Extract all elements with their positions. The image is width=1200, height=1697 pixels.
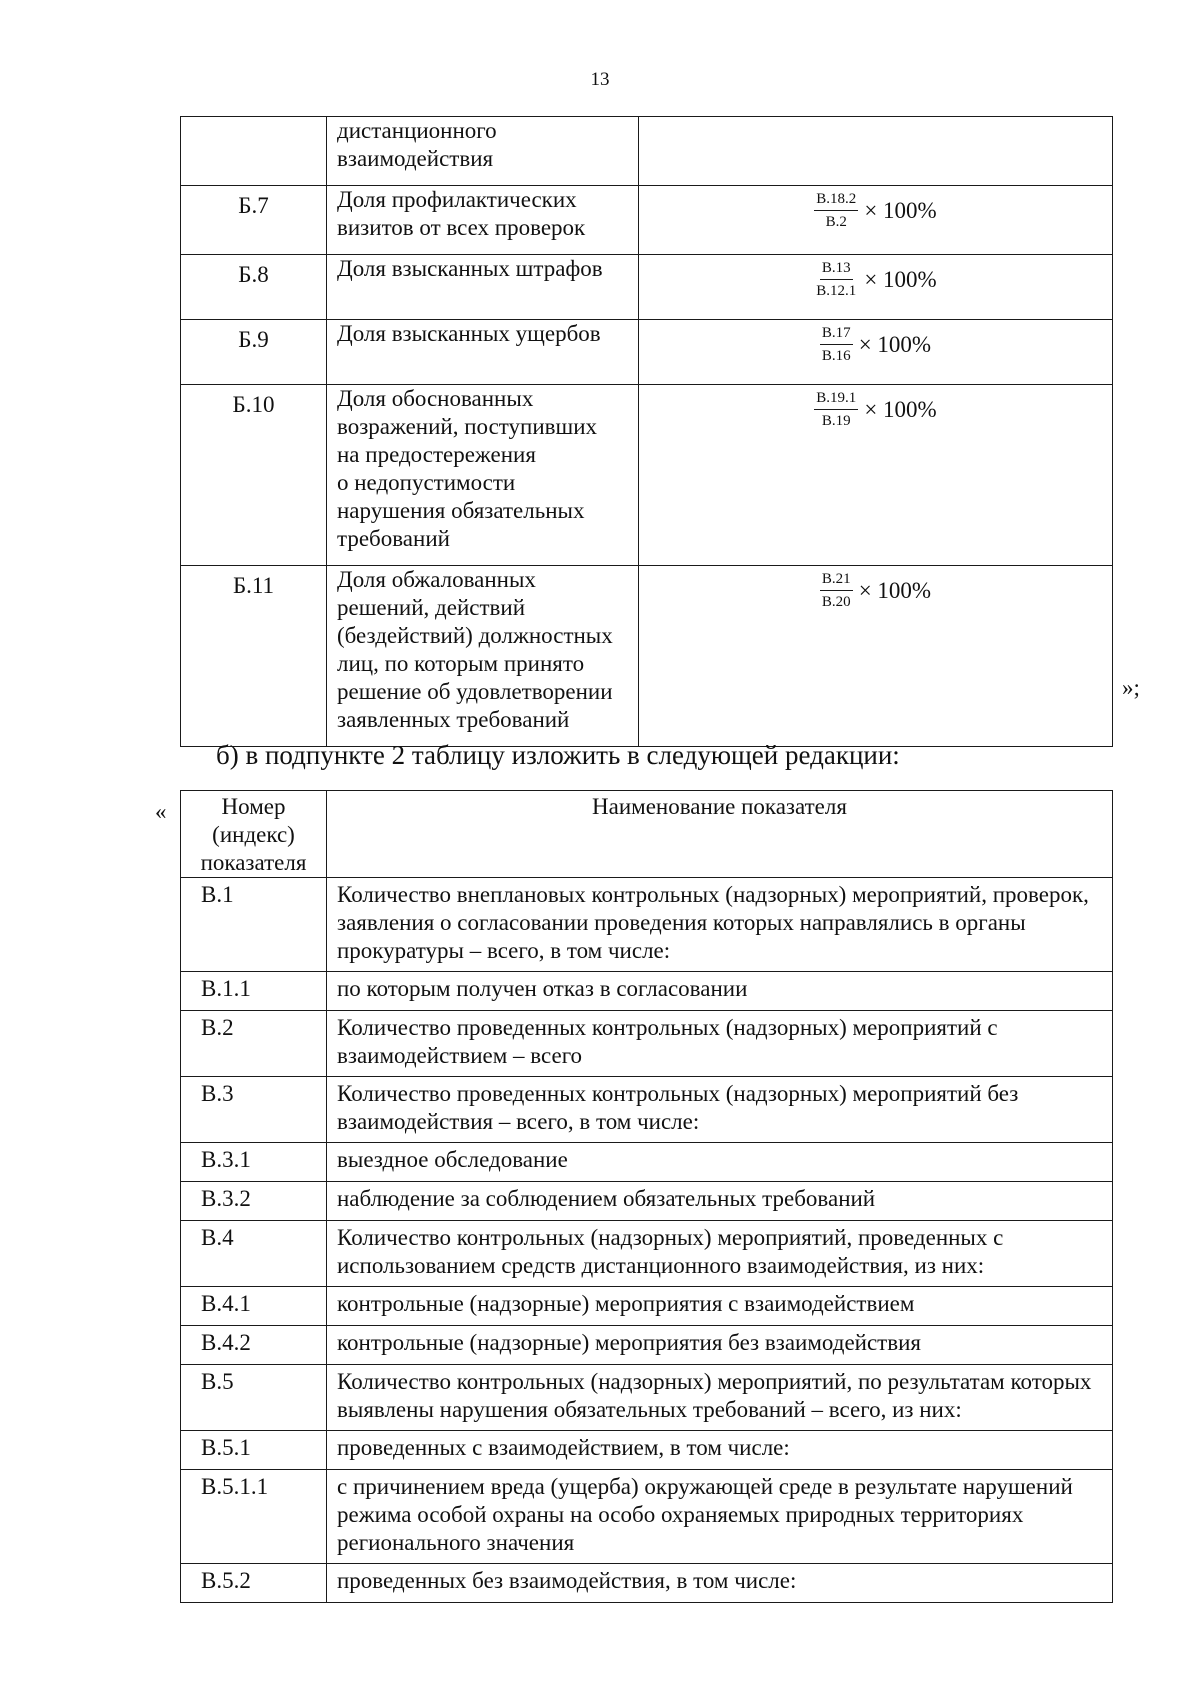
indicator-code: В.4 [181,1221,327,1287]
indicator-name: Доля взысканных штрафов [327,255,639,320]
indicator-code: В.3 [181,1077,327,1143]
indicator-name: выездное обследование [327,1143,1113,1182]
table-row [181,1221,1113,1287]
indicator-name: Доля обоснованных возражений, поступивших на предостережения о недопустимости нарушения обязательных требований [327,385,639,566]
table-row [181,1470,1113,1564]
indicator-formula: $\frac{В.13}{В.12.1}$ × 100% [639,255,1113,320]
indicator-name: с причинением вреда (ущерба) окружающей среде в результате нарушений режима особой охраны на особо охраняемых природных территориях регионального значения [327,1470,1113,1564]
indicator-formula: $\frac{В.21}{В.20}$ × 100% [639,566,1113,747]
page-number: 13 [590,69,610,90]
indicator-code: Б.8 [181,255,327,320]
indicator-code [181,117,327,186]
table-row [181,566,1113,747]
indicator-formula: $\frac{В.17}{В.16}$ × 100% [639,320,1113,385]
indicator-name: Количество проведенных контрольных (надзорных) мероприятий с взаимодействием – всего [327,1011,1113,1077]
table-row [181,1077,1113,1143]
indicator-name: Количество внеплановых контрольных (надзорных) мероприятий, проверок, заявления о согласовании проведения которых направлялись в органы прокуратуры – всего, в том числе: [327,878,1113,972]
opening-quote: « [155,799,167,824]
indicator-name: Доля взысканных ущербов [327,320,639,385]
indicator-code: В.1.1 [181,972,327,1011]
table-row [181,1011,1113,1077]
indicator-code: В.2 [181,1011,327,1077]
indicator-formula [639,117,1113,186]
indicator-name: Количество контрольных (надзорных) мероприятий, по результатам которых выявлены нарушения обязательных требований – всего, из них: [327,1365,1113,1431]
table-row [181,972,1113,1011]
table-row [181,1287,1113,1326]
table-row [181,1431,1113,1470]
indicator-code: Б.9 [181,320,327,385]
table-row [181,186,1113,255]
table-header-row [181,791,1113,878]
table-row [181,320,1113,385]
column-header-name: Наименование показателя [327,791,1113,878]
indicator-code: В.3.2 [181,1182,327,1221]
indicator-code: Б.7 [181,186,327,255]
table-row [181,1143,1113,1182]
indicator-code: В.1 [181,878,327,972]
table-row [181,1564,1113,1603]
indicators-formula-table [180,116,1113,747]
indicator-formula: $\frac{В.18.2}{В.2}$ × 100% [639,186,1113,255]
indicator-name: наблюдение за соблюдением обязательных требований [327,1182,1113,1221]
indicator-code: В.5.1.1 [181,1470,327,1564]
indicator-formula: $\frac{В.19.1}{В.19}$ × 100% [639,385,1113,566]
table-row [181,878,1113,972]
indicator-code: В.3.1 [181,1143,327,1182]
indicator-name: контрольные (надзорные) мероприятия без взаимодействия [327,1326,1113,1365]
table-row [181,1182,1113,1221]
table-row [181,117,1113,186]
indicator-code: Б.10 [181,385,327,566]
table-row [181,1365,1113,1431]
indicator-name: контрольные (надзорные) мероприятия с взаимодействием [327,1287,1113,1326]
indicator-name: Доля профилактических визитов от всех проверок [327,186,639,255]
table-row [181,385,1113,566]
indicator-name: Доля обжалованных решений, действий (бездействий) должностных лиц, по которым принято решение об удовлетворении заявленных требований [327,566,639,747]
indicator-code: В.5 [181,1365,327,1431]
indicator-name: проведенных без взаимодействия, в том числе: [327,1564,1113,1603]
indicator-code: В.5.2 [181,1564,327,1603]
column-header-code: Номер (индекс) показателя [181,791,327,878]
closing-quote: »; [1122,675,1140,700]
indicator-name: Количество проведенных контрольных (надзорных) мероприятий без взаимодействия – всего, в том числе: [327,1077,1113,1143]
indicator-code: Б.11 [181,566,327,747]
amendment-paragraph: б) в подпункте 2 таблицу изложить в следующей редакции: [216,740,900,770]
indicator-name: проведенных с взаимодействием, в том числе: [327,1431,1113,1470]
indicator-code: В.4.1 [181,1287,327,1326]
indicator-code: В.5.1 [181,1431,327,1470]
table-row [181,1326,1113,1365]
indicator-name: дистанционного взаимодействия [327,117,639,186]
indicators-list-table [180,790,1113,1603]
indicator-code: В.4.2 [181,1326,327,1365]
indicator-name: по которым получен отказ в согласовании [327,972,1113,1011]
table-row [181,255,1113,320]
indicator-name: Количество контрольных (надзорных) мероприятий, проведенных с использованием средств дистанционного взаимодействия, из них: [327,1221,1113,1287]
